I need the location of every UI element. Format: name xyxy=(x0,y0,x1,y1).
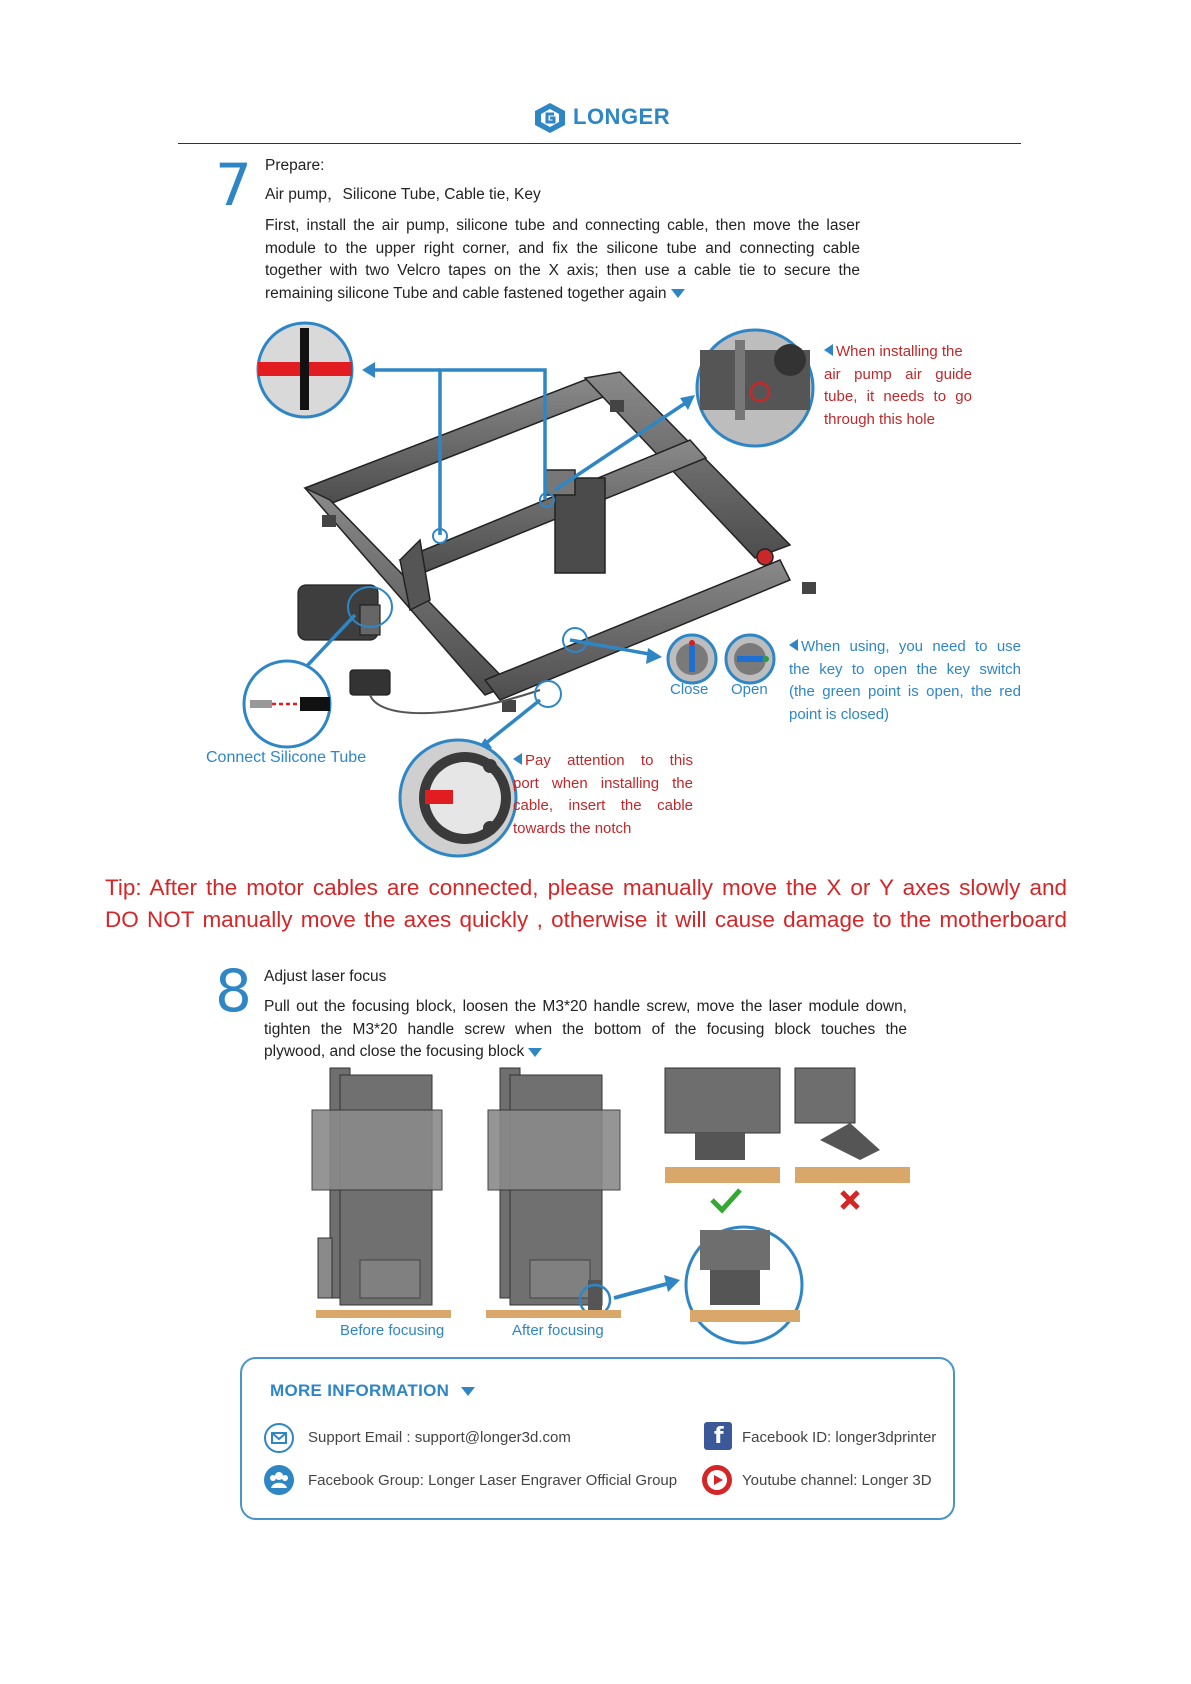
step-7-line: remaining silicone Tube and cable fastened together again xyxy=(265,283,860,306)
support-email[interactable]: Support Email : support@longer3d.com xyxy=(308,1429,571,1446)
label-connect-silicone-tube: Connect Silicone Tube xyxy=(206,749,367,766)
youtube-channel[interactable]: Youtube channel: Longer 3D xyxy=(742,1472,932,1489)
focus-correct xyxy=(665,1068,780,1183)
more-information-box xyxy=(240,1357,955,1520)
callout-port: Pay attention to this port when installing the cable, insert the cable towards the notch xyxy=(513,752,693,837)
laser-module-before xyxy=(312,1068,451,1318)
step-7-prepare: Prepare: xyxy=(265,157,325,174)
step-8-instructions: Pull out the focusing block, loosen the M3*20 handle screw, move the laser module down, tighten the M3*20 handle screw when the bottom of the focusing block touches the plywood, and close the focusing block xyxy=(264,998,907,1061)
label-before-focusing: Before focusing xyxy=(340,1322,445,1339)
label-open: Open xyxy=(731,681,768,698)
brand-name: LONGER xyxy=(573,104,671,129)
down-triangle-icon xyxy=(461,1387,475,1396)
label-close: Close xyxy=(670,681,709,698)
label-after-focusing: After focusing xyxy=(512,1322,604,1339)
step-7-items: Air pump，Silicone Tube, Cable tie, Key xyxy=(265,186,541,203)
facebook-id[interactable]: Facebook ID: longer3dprinter xyxy=(742,1429,937,1446)
step-7-line: together with two Velcro tapes on the X axis; then use a cable tie to secure the xyxy=(265,262,860,280)
more-information-title: MORE INFORMATION xyxy=(270,1381,475,1401)
youtube-icon xyxy=(702,1465,732,1495)
checkmark-icon xyxy=(712,1190,740,1210)
step-7-line: module to the upper right corner, and fix the silicone tube and connecting cable xyxy=(265,239,860,257)
step-8-title: Adjust laser focus xyxy=(264,968,387,985)
callout-air-hole: When installing the air pump air guide tube, it needs to go through this hole xyxy=(824,343,972,428)
tip-warning: Tip: After the motor cables are connected, please manually move the X or Y axes slowly and DO NOT manually move the axes quickly , otherwise it will cause damage to the motherboard xyxy=(105,875,1067,932)
group-icon xyxy=(264,1465,294,1495)
step-7-number: 7 xyxy=(215,151,252,219)
laser-module-after xyxy=(486,1068,680,1318)
step-8-number: 8 xyxy=(215,957,252,1025)
facebook-icon: f xyxy=(704,1422,732,1450)
email-icon xyxy=(264,1423,294,1453)
focus-zoom xyxy=(686,1227,802,1343)
step-7-line: First, install the air pump, silicone tube and connecting cable, then move the laser xyxy=(265,217,860,234)
cross-icon xyxy=(842,1192,858,1208)
callout-key-switch: When using, you need to use the key to open the key switch (the green point is open, the red point is closed) xyxy=(789,638,1021,723)
facebook-group[interactable]: Facebook Group: Longer Laser Engraver Official Group xyxy=(308,1472,678,1489)
focus-wrong xyxy=(795,1068,910,1183)
